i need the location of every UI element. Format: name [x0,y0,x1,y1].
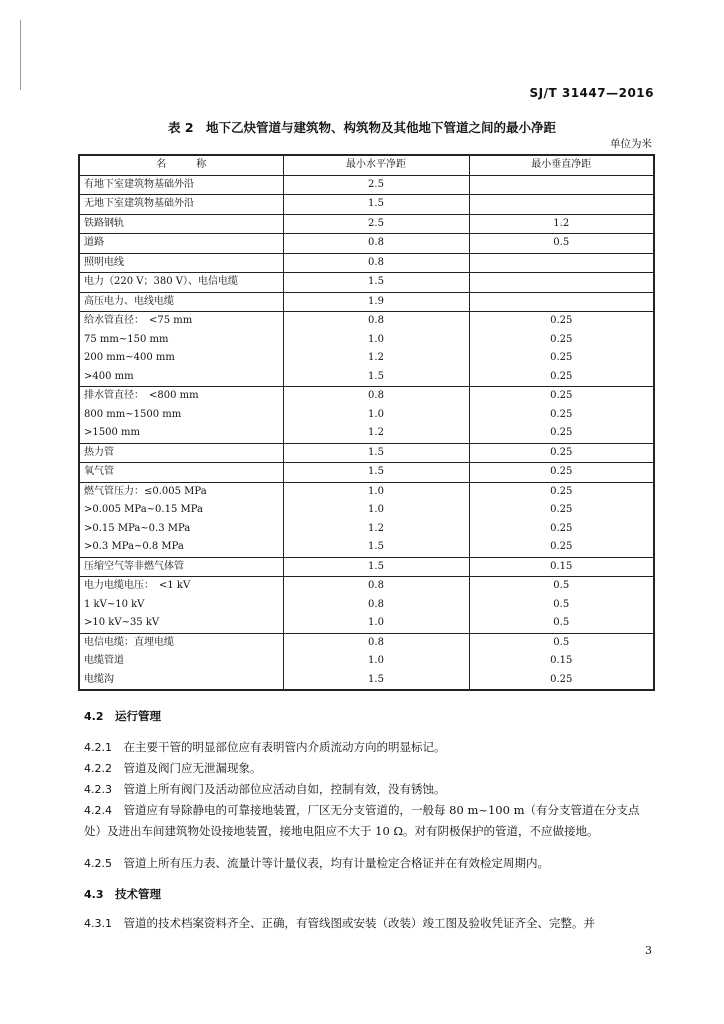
clause-text: 管道上所有阀门及活动部位应活动自如，控制有效，没有锈蚀。 [123,782,446,796]
row-vertical-cell: 0.15 [469,557,654,577]
row-vertical-cell: 0.25 [469,538,654,557]
row-vertical-cell: 0.25 [469,312,654,331]
clause-paragraph [84,758,656,779]
row-horizontal-cell: 2.5 [283,175,469,195]
row-vertical-cell: 0.25 [469,349,654,368]
row-horizontal-cell: 0.8 [283,312,469,331]
row-vertical-cell: 1.2 [469,214,654,234]
row-name-cell: 道路 [79,234,283,254]
table-title: 表 2 地下乙炔管道与建筑物、构筑物及其他地下管道之间的最小净距 [167,120,557,135]
row-horizontal-cell: 1.2 [283,520,469,539]
table-row [79,463,654,483]
table-row [79,195,654,215]
table-row [79,443,654,463]
row-name-cell: 电缆沟 [79,671,283,691]
row-name-cell: >10 kV~35 kV [79,614,283,633]
row-horizontal-cell: 0.8 [283,387,469,406]
row-horizontal-cell: 0.8 [283,234,469,254]
row-horizontal-cell: 1.5 [283,538,469,557]
page-number: 3 [645,944,652,957]
row-vertical-cell [469,195,654,215]
row-horizontal-cell: 0.8 [283,253,469,273]
column-header-vertical: 最小垂直净距 [469,155,654,175]
clause-number: 4.2.2 [84,762,112,775]
row-vertical-cell: 0.25 [469,387,654,406]
row-name-cell: 200 mm~400 mm [79,349,283,368]
clause-number: 4.2.4 [84,804,112,817]
section-title: 运行管理 [115,709,161,723]
table-row [79,273,654,293]
row-name-cell: >0.005 MPa~0.15 MPa [79,501,283,520]
table-row [79,387,654,406]
table-body [79,175,654,690]
row-vertical-cell: 0.5 [469,577,654,596]
row-horizontal-cell: 0.8 [283,577,469,596]
row-name-cell: >1500 mm [79,424,283,443]
row-vertical-cell: 0.15 [469,652,654,671]
table-row [79,175,654,195]
table-row [79,214,654,234]
table-row [79,501,654,520]
table-row [79,253,654,273]
table-header-row [79,155,654,175]
row-horizontal-cell: 1.0 [283,501,469,520]
column-header-horizontal: 最小水平净距 [283,155,469,175]
table-row [79,368,654,387]
row-vertical-cell [469,273,654,293]
row-horizontal-cell: 1.5 [283,368,469,387]
row-vertical-cell: 0.25 [469,501,654,520]
section-heading [84,884,656,905]
clause-text: 管道应有导除静电的可靠接地装置，厂区无分支管道的，一般每 80 m~100 m（有分支管道在分支点处）及进出车间建筑物处设接地装置，接地电阻应不大于 10 Ω。对有阴极保护的管道，不应做接地。 [84,803,640,838]
clause-number: 4.2.3 [84,783,112,796]
row-vertical-cell: 0.25 [469,443,654,463]
row-horizontal-cell: 1.5 [283,671,469,691]
row-name-cell: 热力管 [79,443,283,463]
row-name-cell: 照明电线 [79,253,283,273]
row-horizontal-cell: 0.8 [283,596,469,615]
row-horizontal-cell: 1.5 [283,195,469,215]
row-horizontal-cell: 0.8 [283,633,469,652]
row-name-cell: 燃气管压力：≤0.005 MPa [79,482,283,501]
row-horizontal-cell: 1.5 [283,463,469,483]
row-vertical-cell: 0.5 [469,234,654,254]
row-vertical-cell: 0.25 [469,368,654,387]
row-horizontal-cell: 1.2 [283,424,469,443]
row-name-cell: >0.15 MPa~0.3 MPa [79,520,283,539]
row-name-cell: 氧气管 [79,463,283,483]
table-row [79,482,654,501]
row-horizontal-cell: 1.0 [283,331,469,350]
row-horizontal-cell: 2.5 [283,214,469,234]
clause-text: 管道及阀门应无泄漏现象。 [123,761,262,775]
table-row [79,331,654,350]
clause-number: 4.2.5 [84,857,112,870]
table-row [79,520,654,539]
table-row [79,557,654,577]
table-unit: 单位为米 [610,138,652,150]
table-row [79,633,654,652]
row-name-cell: 800 mm~1500 mm [79,406,283,425]
row-name-cell: >400 mm [79,368,283,387]
clause-number: 4.2.1 [84,741,112,754]
row-name-cell: 1 kV~10 kV [79,596,283,615]
clause-paragraph [84,737,656,758]
clause-number: 4.3 [84,888,104,901]
row-horizontal-cell: 1.0 [283,652,469,671]
row-vertical-cell [469,253,654,273]
clause-paragraph [84,853,656,874]
table-row [79,312,654,331]
row-horizontal-cell: 1.2 [283,349,469,368]
row-vertical-cell: 0.25 [469,406,654,425]
column-header-name: 名 称 [79,155,283,175]
table-row [79,424,654,443]
row-horizontal-cell: 1.5 [283,443,469,463]
table-row [79,577,654,596]
row-name-cell: 电信电缆：直埋电缆 [79,633,283,652]
row-name-cell: 有地下室建筑物基础外沿 [79,175,283,195]
row-name-cell: 电缆管道 [79,652,283,671]
row-vertical-cell: 0.5 [469,596,654,615]
clause-paragraph [84,800,656,842]
row-name-cell: 铁路钢轨 [79,214,283,234]
row-vertical-cell: 0.25 [469,331,654,350]
table-row [79,538,654,557]
row-horizontal-cell: 1.9 [283,292,469,312]
clearance-table [78,154,655,691]
row-vertical-cell [469,175,654,195]
row-vertical-cell: 0.5 [469,614,654,633]
clause-number: 4.3.1 [84,917,112,930]
row-horizontal-cell: 1.5 [283,557,469,577]
table-row [79,234,654,254]
table-row [79,349,654,368]
standard-number: SJ/T 31447—2016 [529,86,654,100]
clause-text: 管道的技术档案资料齐全、正确，有管线图或安装（改装）竣工图及验收凭证齐全、完整。并 [123,916,595,930]
table-row [79,671,654,691]
row-name-cell: 给水管直径： <75 mm [79,312,283,331]
clause-number: 4.2 [84,710,104,723]
table-row [79,614,654,633]
scan-margin-line [20,20,21,90]
section-heading [84,706,656,727]
row-name-cell: 压缩空气等非燃气体管 [79,557,283,577]
row-horizontal-cell: 1.0 [283,406,469,425]
table-row [79,652,654,671]
clause-text: 在主要干管的明显部位应有表明管内介质流动方向的明显标记。 [123,740,446,754]
row-vertical-cell: 0.25 [469,671,654,691]
row-name-cell: 75 mm~150 mm [79,331,283,350]
row-name-cell: 电力电缆电压： <1 kV [79,577,283,596]
row-name-cell: 电力（220 V；380 V）、电信电缆 [79,273,283,293]
row-name-cell: 无地下室建筑物基础外沿 [79,195,283,215]
row-horizontal-cell: 1.5 [283,273,469,293]
table-row [79,406,654,425]
row-horizontal-cell: 1.0 [283,614,469,633]
row-vertical-cell: 0.25 [469,520,654,539]
row-name-cell: 排水管直径： <800 mm [79,387,283,406]
row-vertical-cell [469,292,654,312]
row-vertical-cell: 0.25 [469,482,654,501]
clause-paragraph [84,779,656,800]
section-title: 技术管理 [115,887,161,901]
row-vertical-cell: 0.25 [469,463,654,483]
row-vertical-cell: 0.5 [469,633,654,652]
clause-paragraph [84,913,656,934]
row-horizontal-cell: 1.0 [283,482,469,501]
clause-text: 管道上所有压力表、流量计等计量仪表，均有计量检定合格证并在有效检定周期内。 [123,856,549,870]
table-row [79,292,654,312]
row-name-cell: >0.3 MPa~0.8 MPa [79,538,283,557]
row-vertical-cell: 0.25 [469,424,654,443]
row-name-cell: 高压电力、电线电缆 [79,292,283,312]
table-row [79,596,654,615]
